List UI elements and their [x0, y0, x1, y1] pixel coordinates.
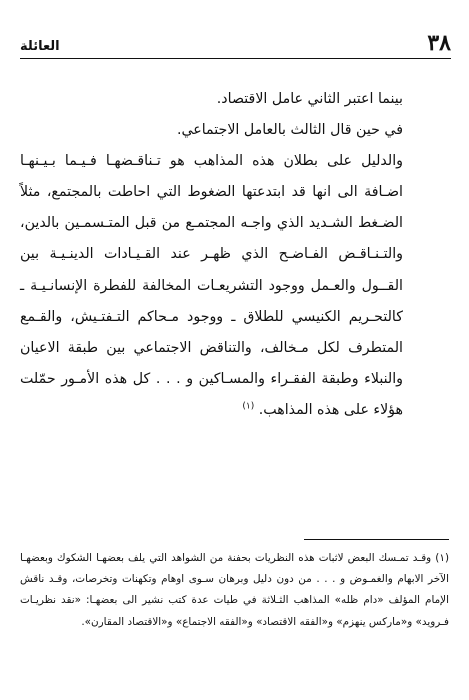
page-number: ٣٨ [427, 30, 451, 56]
footnote-reference[interactable]: (١) [242, 401, 255, 412]
paragraph-3-text: والدليل على بطلان هذه المذاهب هو تـناقـضهـا فـيـما بـيـنهـا اضـافة الى انها قد ابتدعتها الضغوط التي احاطت بالمجتمع، مثلاً الضـغط الشـديد الذي واجـه المجتمـع من قبل المتـسمـين بالدين، والتـنـاقـض الفـاضـح الذي ظهـر عند القـيـادات الدينـيـة بين القــول والعـمل ووجود التشريعـات المخالفة للفطرة الإنسانـيـة ـ كالتحـريم الكنيسي للطلاق ـ ووجود مـحاكم التـفتـيش، والقـمع المتطرف لكل مـخالف، والتناقض الاجتماعي بين طبقة الاعيان والنبلاء وطبقة الفقـراء والمسـاكين و . . . كل هذه الأمـور حمّلت هؤلاء على هذه المذاهب. [20, 153, 403, 418]
page-header [20, 26, 451, 56]
paragraph-2: في حين قال الثالث بالعامل الاجتماعي. [176, 122, 403, 139]
footnote-rule [304, 539, 449, 540]
header-rule [20, 58, 451, 59]
footnote-text: (١) وقـد تمـسك البعض لاثبات هذه النظريات بحفنة من الشواهد التي يلف بعضهـا الشكوك وبعضهـا الآخر الابهام والغمـوض و . . . من دون دليل وبرهان سـوى اوهام وتكهنات وتخرصات، وقـد ناقش الإمام المؤلف «دام ظله» المذاهب الثـلاثة في طيات عدة كتب نشير الى بعضهـا: «نقد نظريـات فـرويد» و«ماركس ينهزم» و«الفقه الاقتصاد» و«الفقه الاجتماع» و«الاقتصاد المقارن». [20, 552, 449, 628]
running-title: العائلة [20, 39, 60, 54]
paragraph-1: بينما اعتبر الثاني عامل الاقتصاد. [216, 91, 403, 107]
body-text [20, 84, 449, 426]
footnote [20, 548, 449, 633]
paragraph-3 [20, 146, 449, 426]
